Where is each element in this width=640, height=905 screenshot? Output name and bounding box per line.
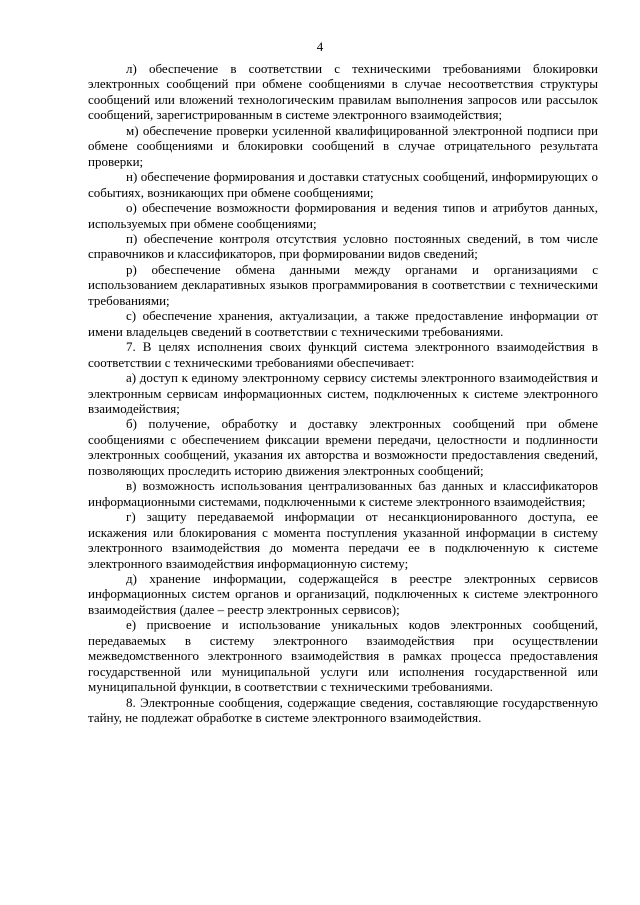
paragraph-item-p: п) обеспечение контроля отсутствия условно постоянных сведений, в том числе справочников и классификаторов, при формировании видов сведений; [88, 230, 598, 262]
paragraph-item-r: р) обеспечение обмена данными между органами и организациями с использованием декларативных языков программирования в соответствии с техническими требованиями; [88, 261, 598, 308]
paragraph-item-o: о) обеспечение возможности формирования и ведения типов и атрибутов данных, используемых при обмене сообщениями; [88, 200, 598, 231]
paragraph-item-e: е) присвоение и использование уникальных кодов электронных сообщений, передаваемых в систему электронного взаимодействия при осуществлении межведомственного электронного взаимодействия в рамках процесса предоставления государственной или муниципальной услуги или исполнения государственной или муниципальной функции, в соответствии с техническими требованиями. [88, 617, 598, 695]
paragraph-item-l: л) обеспечение в соответствии с техническими требованиями блокировки электронных сообщений при обмене сообщениями в случае несоответствия структуры сообщений или вложений технологическим правилам выполнения запросов или рассылок сообщений, зарегистрированным в системе электронного взаимодействия; [88, 61, 598, 123]
paragraph-item-n: н) обеспечение формирования и доставки статусных сообщений, информирующих о событиях, возникающих при обмене сообщениями; [88, 169, 598, 200]
paragraph-section-8: 8. Электронные сообщения, содержащие сведения, составляющие государственную тайну, не подлежат обработке в системе электронного взаимодействия. [88, 694, 598, 726]
paragraph-section-7: 7. В целях исполнения своих функций система электронного взаимодействия в соответствии с техническими требованиями обеспечивает: [88, 339, 598, 370]
paragraph-item-s: с) обеспечение хранения, актуализации, а также предоставление информации от имени владельцев сведений в соответствии с техническими требованиями. [88, 308, 598, 339]
paragraph-item-d: д) хранение информации, содержащейся в реестре электронных сервисов информационных систем органов и организаций, подключенных к системе электронного взаимодействия (далее – реестр электронных сервисов); [88, 570, 598, 617]
page-number: 4 [316, 39, 324, 54]
paragraph-item-v: в) возможность использования централизованных баз данных и классификаторов информационными системами, подключенными к системе электронного взаимодействия; [88, 478, 598, 509]
document-body [88, 61, 598, 725]
paragraph-item-a: а) доступ к единому электронному сервису системы электронного взаимодействия и электронным сервисам информационных систем, подключенных к системе электронного взаимодействия; [88, 370, 598, 416]
paragraph-item-g: г) защиту передаваемой информации от несанкционированного доступа, ее искажения или блокирования с момента поступления указанной информации в систему электронного взаимодействия до момента передачи ее в подключенную к системе электронного взаимодействия информационную систему; [88, 509, 598, 571]
paragraph-item-m: м) обеспечение проверки усиленной квалифицированной электронной подписи при обмене сообщениями и блокировки сообщений в случае отрицательного результата проверки; [88, 122, 598, 169]
paragraph-item-b: б) получение, обработку и доставку электронных сообщений при обмене сообщениями с обеспечением фиксации времени передачи, целостности и подлинности электронных сообщений, указания их авторства и возможности предоставления сведений, позволяющих проследить историю движения электронных сообщений; [88, 416, 598, 478]
